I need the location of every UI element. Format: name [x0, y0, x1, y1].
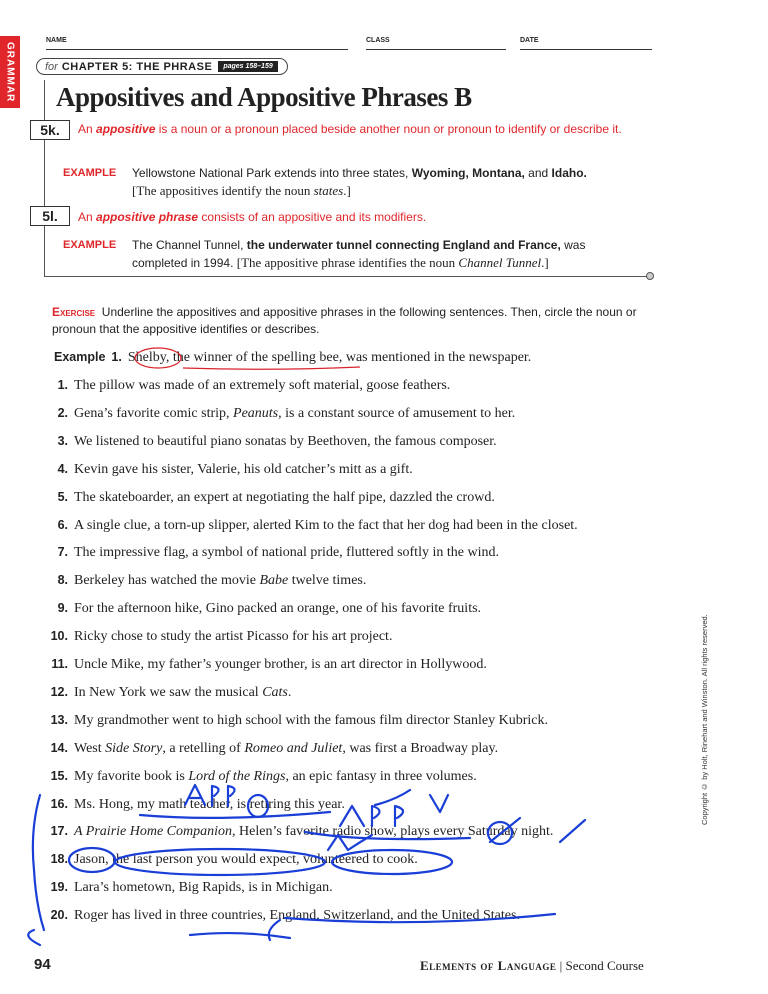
example-5l: [132, 237, 642, 272]
sentence-text: , is a constant source of amusement to her.: [278, 405, 516, 421]
exercise-sentence: [40, 657, 650, 673]
sentence-text: Lara’s hometown, Big Rapids, is in Michigan.: [74, 880, 333, 896]
sentence-text: , Helen’s favorite radio show, plays every Saturday night.: [232, 824, 554, 840]
exercise-text: Underline the appositives and appositive phrases in the following sentences. Then, circle the noun or pronoun that the appositive identifies or describes.: [52, 305, 637, 336]
footer-separator: |: [556, 958, 566, 973]
sentence-text: Berkeley has watched the movie: [74, 573, 260, 589]
italic-title: Peanuts: [233, 405, 279, 421]
sentence-number: 14.: [50, 740, 68, 755]
ex5l-plain: The Channel Tunnel,: [132, 238, 247, 252]
ex5l-bold: the underwater tunnel connecting England and France,: [246, 238, 561, 252]
page-title: Appositives and Appositive Phrases B: [56, 82, 472, 112]
sentence-number: 13.: [50, 712, 68, 727]
sentence-text: , a retelling of: [162, 740, 245, 756]
sentence-number: 4.: [57, 461, 68, 476]
sentence-text: Kevin gave his sister, Valerie, his old catcher’s mitt as a gift.: [74, 461, 413, 477]
rule-5k-pre: An: [78, 122, 97, 136]
chapter-pages: pages 158–159: [218, 61, 277, 72]
sentence-number: 16.: [50, 796, 68, 811]
ex5l-after: was completed in 1994.: [132, 238, 586, 270]
rule-5l-text: [78, 209, 638, 225]
sentence-text: Uncle Mike, my father’s younger brother, is an art director in Hollywood.: [74, 657, 487, 672]
ex5k-bold2: Idaho.: [551, 166, 587, 180]
rule-box-dot: [646, 272, 654, 280]
book-name: Elements of Language: [420, 958, 557, 973]
page-number: 94: [34, 956, 51, 973]
exercise-sentence: [40, 797, 650, 813]
exercise-sentence: [40, 824, 650, 840]
underline-mark-16: [140, 812, 330, 818]
rule-5l-post: consists of an appositive and its modifiers.: [198, 210, 427, 224]
sentence-text: For the afternoon hike, Gino packed an orange, one of his favorite fruits.: [74, 601, 482, 617]
ex5k-and: and: [524, 166, 552, 180]
sentence-number: 2.: [57, 405, 68, 420]
example-underline-mark: [183, 367, 360, 369]
sentence-number: 10.: [50, 629, 68, 644]
class-label: CLASS: [366, 37, 390, 44]
example-label-5l: EXAMPLE: [63, 239, 117, 251]
sentence-text: twelve times.: [288, 573, 367, 589]
ex5k-plain: Yellowstone National Park extends into three states,: [132, 166, 412, 180]
italic-title: Romeo and Juliet: [244, 740, 343, 756]
sentence-text: .: [287, 684, 292, 700]
sentence-text: West: [74, 740, 106, 756]
rule-box-bottom: [44, 276, 648, 277]
exercise-sentence: [40, 434, 650, 450]
exercise-sentence: [40, 601, 650, 617]
sentence-number: 15.: [50, 768, 68, 783]
ex5l-note-end: .]: [541, 255, 549, 270]
name-label: NAME: [46, 37, 67, 44]
date-line: [520, 49, 652, 50]
sentence-text: Jason, the last person you would expect, volunteered to cook.: [74, 852, 418, 868]
italic-title: Babe: [259, 573, 289, 589]
sentence-text: A single clue, a torn-up slipper, alerted Kim to the fact that her dog had been in the closet.: [74, 517, 578, 533]
sentence-number: 7.: [57, 545, 68, 560]
sentence-text: , was first a Broadway play.: [342, 740, 499, 756]
sentence-text: In New York we saw the musical: [74, 684, 263, 700]
italic-title: Lord of the Rings: [188, 768, 286, 784]
exercise-label: Exercise: [52, 305, 96, 319]
sentence-number: 1.: [57, 378, 68, 392]
example-number: 1.: [111, 350, 122, 364]
exercise-sentence: [40, 713, 650, 729]
sentence-text: The impressive flag, a symbol of national pride, fluttered softly in the wind.: [74, 545, 499, 561]
exercise-sentence: [40, 518, 650, 534]
ex5k-note: [The appositives identify the noun: [132, 183, 314, 198]
exercise-sentence: [40, 573, 650, 589]
example-sentence: [40, 350, 650, 366]
rule-5k-text: [78, 121, 638, 137]
example-5k: [132, 165, 642, 200]
class-line: [366, 49, 506, 50]
rule-5l-pre: An: [78, 210, 97, 224]
date-label: DATE: [520, 37, 539, 44]
sentence-number: 12.: [50, 684, 68, 699]
sentence-text: , an epic fantasy in three volumes.: [285, 768, 477, 784]
sentence-number: 18.: [50, 852, 68, 867]
ex5k-note-end: .]: [343, 183, 351, 198]
course-name: Second Course: [565, 958, 644, 973]
example-rest: was mentioned in the newspaper.: [342, 350, 532, 365]
sentence-text: Gena’s favorite comic strip,: [74, 405, 234, 421]
exercise-sentence: [40, 406, 650, 422]
exercise-sentence: [40, 545, 650, 561]
example-circled-noun: Shelby,: [127, 350, 170, 365]
sentence-number: 3.: [57, 433, 68, 448]
sentence-number: 8.: [57, 573, 68, 588]
exercise-sentence: [40, 852, 650, 868]
grammar-side-tab: GRAMMAR: [0, 36, 20, 108]
exercise-sentence: [40, 741, 650, 757]
sentence-text: Ms. Hong, my math teacher, is retiring this year.: [74, 796, 345, 812]
chapter-title: CHAPTER 5: THE PHRASE: [61, 60, 213, 73]
rule-number-5l: 5l.: [30, 206, 70, 226]
sentence-text: The skateboarder, an expert at negotiating the half pipe, dazzled the crowd.: [74, 489, 495, 505]
exercise-sentence: [40, 462, 650, 478]
sentence-number: 20.: [50, 908, 68, 923]
sentence-number: 19.: [50, 880, 68, 895]
exercise-sentence: [40, 908, 650, 924]
sentence-text: The pillow was made of an extremely soft material, goose feathers.: [74, 378, 451, 393]
ex5l-note-word: Channel Tunnel: [458, 255, 542, 270]
italic-title: A Prairie Home Companion: [74, 824, 233, 840]
rule-5l-term: appositive phrase: [96, 210, 199, 224]
sentence-text: We listened to beautiful piano sonatas by Beethoven, the famous composer.: [74, 433, 497, 449]
exercise-sentence: [40, 378, 650, 394]
chapter-reference: [36, 58, 288, 75]
exercise-sentence: [40, 490, 650, 506]
example-label-5k: EXAMPLE: [63, 167, 117, 179]
rule-5k-term: appositive: [96, 122, 156, 136]
sentence-number: 5.: [57, 489, 68, 504]
chapter-for: for: [45, 60, 58, 73]
copyright-notice: Copyright © by Holt, Rinehart and Winston. All rights reserved.: [700, 614, 709, 826]
sentence-text: Ricky chose to study the artist Picasso for his art project.: [74, 629, 393, 645]
italic-title: Cats: [262, 684, 288, 700]
example-word: Example: [54, 350, 106, 364]
sentence-text: My favorite book is: [74, 768, 189, 784]
exercise-instructions: [52, 304, 652, 338]
italic-title: Side Story: [105, 740, 163, 756]
sentence-text: My grandmother went to high school with the famous film director Stanley Kubrick.: [74, 712, 548, 728]
footer-book-title: [420, 958, 644, 974]
sentence-number: 11.: [51, 657, 68, 671]
exercise-sentence: [40, 769, 650, 785]
margin-bracket-foot: [28, 930, 40, 945]
rule-5k-post: is a noun or a pronoun placed beside another noun or pronoun to identify or describe it.: [155, 122, 622, 136]
exercise-sentence: [40, 880, 650, 896]
name-line: [46, 49, 348, 50]
sentence-text: Roger has lived in three countries, England, Switzerland, and the United States.: [74, 908, 520, 924]
example-appositive: the winner of the spelling bee,: [169, 350, 343, 365]
sentence-number: 6.: [57, 517, 68, 532]
rule-number-5k: 5k.: [30, 120, 70, 140]
exercise-sentence: [40, 629, 650, 645]
underline-mark-20b: [190, 933, 290, 938]
ex5l-note: [The appositive phrase identifies the noun: [236, 255, 459, 270]
ex5k-bold: Wyoming, Montana,: [411, 166, 525, 180]
ex5k-note-word: states: [313, 183, 344, 198]
sentence-number: 9.: [57, 601, 68, 616]
exercise-sentence: [40, 685, 650, 701]
sentence-number: 17.: [50, 824, 68, 839]
rule-box-border: [44, 80, 45, 276]
